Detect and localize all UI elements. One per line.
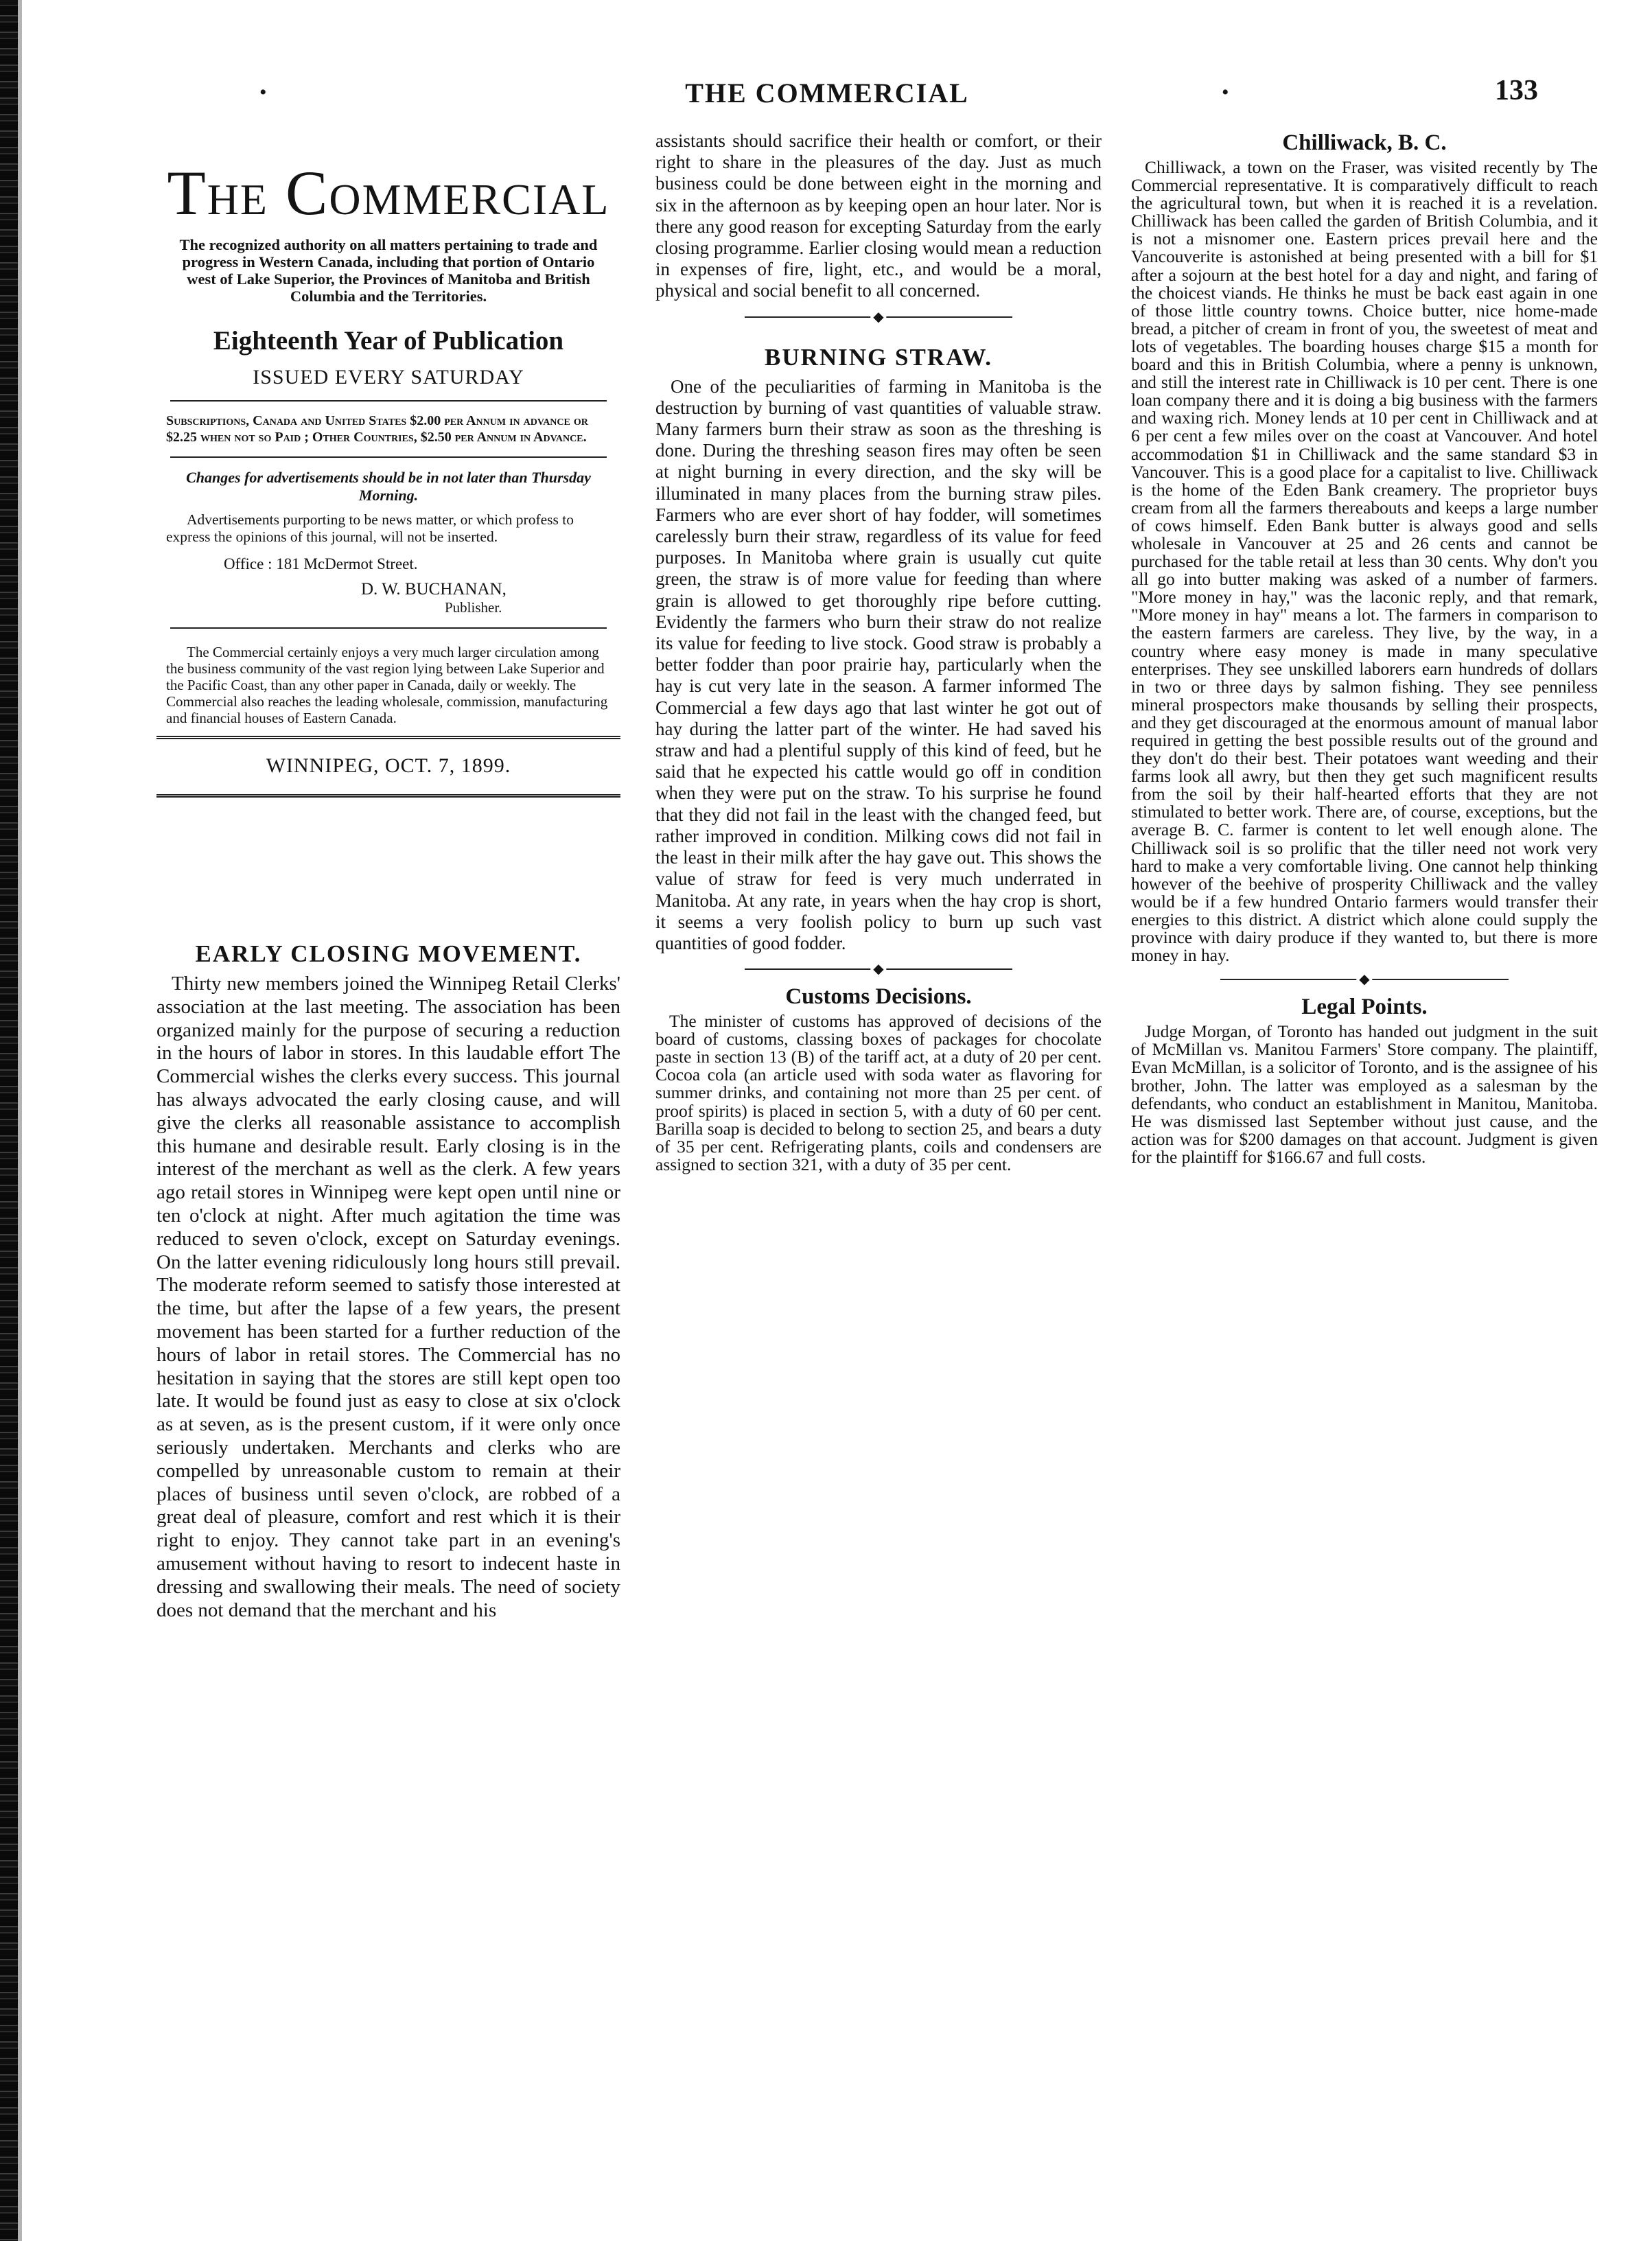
article-body: One of the peculiarities of farming in Manitoba is the destruction by burning of vast quantities of valuable straw. Many farmers burn their straw as soon as the threshing is done. During the threshing season fires may often be seen at night burning in every direction, and the sky will be illuminated in many places from the burning straw piles. Farmers who are ever short of hay fodder, will sometimes carelessly burn their straw, regardless of its value for feed purposes. In Manitoba where grain is usually cut quite green, the straw is of more value for feeding than where grain is allowed to get thoroughly ripe before cutting. Evidently the farmers who burn their straw do not realize its value for feeding to live stock. Good straw is probably a better fodder than poor prairie hay, particularly when the hay is cut very late in the season. A farmer informed The Commercial a few days ago that last winter he got out of hay during the latter part of the winter. He had saved his straw and had a plentiful supply of this kind of feed, but he said that he expected his cattle would go off in condition when they were put on the straw. To his surprise he found that they did not fail in the least with the changed feed, but rather improved in condition. Milking cows did not fail in the least in their milk after the hay gave out. This shows the value of straw for feed is very much underrated in Manitoba. At any rate, in years when the hay crop is short, it seems a very foolish policy to burn up such vast quantities of good fodder. [655,375,1102,953]
article-heading: BURNING STRAW. [764,343,993,371]
middle-column [655,130,1102,1174]
article-separator [1131,970,1598,989]
publisher-name: D. W. BUCHANAN, [361,580,507,599]
scan-binding-edge [0,0,18,2241]
masthead-tagline: The recognized authority on all matters pertaining to trade and progress in Western Canada, including that portion of Ontario west of Lake Superior, the Provinces of Manitoba and British Columbia and the Territories. [179,236,598,305]
divider-double [156,736,620,739]
right-column [1131,130,1598,1166]
advertisement-deadline: Changes for advertisements should be in not later than Thursday Morning. [186,469,591,504]
advertisement-policy: Advertisements purporting to be news matter, or which profess to express the opinions of this journal, will not be inserted. [166,511,574,545]
article-body: Thirty new members joined the Winnipeg Retail Clerks' association at the last meeting. The association has been organized mainly for the purpose of securing a reduction in the hours of labor in stores. In this laudable effort The Commercial wishes the clerks every success. This journal has always advocated the early closing cause, and will give the clerks all reasonable assistance to accomplish this humane and desirable result. Early closing is in the interest of the merchant as well as the clerk. A few years ago retail stores in Winnipeg were kept open until nine or ten o'clock at night. After much agitation the time was reduced to seven o'clock, except on Saturday evenings. On the latter evening ridiculously long hours still prevail. The moderate reform seemed to satisfy those interested at the time, but after the lapse of a few years, the present movement has been started for a further reduction of the hours of labor in retail stores. The Commercial has no hesitation in saying that the stores are still kept open too late. It would be found just as easy to close at six o'clock as at seven, as is the present custom, if it were only once seriously undertaken. Merchants and clerks who are compelled by unreasonable custom to remain at their places of business until seven o'clock, are robbed of a great deal of pleasure, comfort and rest which it is their right to enjoy. They cannot take part in an evening's amusement without having to resort to indecent haste in dressing and swallowing their meals. The need of society does not demand that the merchant and his [156,973,620,1621]
masthead-column [156,130,620,807]
subscription-rates: Subscriptions, Canada and United States $2.00 per Annum in advance or $2.25 when not so Paid ; Other Countries, $2.50 per Annum in Advance. [166,413,588,445]
circulation-notice: The Commercial certainly enjoys a very much larger circulation among the business community of the vast region lying between Lake Superior and the Pacific Coast, than any other paper in Canada, daily or weekly. The Commercial also reaches the leading wholesale, commission, manufacturing and financial houses of Eastern Canada. [166,644,608,726]
print-speck: • [1222,81,1229,104]
divider [170,627,607,629]
article-body: The minister of customs has approved of decisions of the board of customs, classing boxes of packages for chocolate paste in section 13 (B) of the tariff act, at a duty of 20 per cent. Cocoa cola (an article used with soda water as flavoring for summer drinks, and containing not more than 25 per cent. of proof spirits) is placed in section 5, with a duty of 60 per cent. Barilla soap is decided to belong to section 25, and bears a duty of 35 per cent. Refrigerating plants, coils and condensers are assigned to section 321, with a duty of 35 per cent. [655,1011,1102,1174]
page-number: 133 [1495,75,1538,106]
scan-binding-shadow [18,0,22,2241]
article-heading: Chilliwack, B. C. [1282,130,1447,155]
divider [170,456,607,458]
running-title: THE COMMERCIAL [685,78,969,108]
article-heading: Legal Points. [1301,995,1428,1020]
publisher-title: Publisher. [445,599,502,616]
article-body: Chilliwack, a town on the Fraser, was visited recently by The Commercial representative. It is comparatively difficult to reach the agricultural town, but when it is reached it is a revelation. Chilliwack has been called the garden of British Columbia, and it is not a misnomer one. Eastern prices prevail here and the Vancouverite is astonished at being presented with a bill for $1 after a sojourn at the best hotel for a day and night, and faring of the choicest viands. He thinks he must be back east again in one of those little country towns. Choice butter, nice home-made bread, a pitcher of cream in front of you, the sweetest of meat and lots of vegetables. The boarding houses charge $15 a month for board and this in British Columbia, where a penny is unknown, and still the interest rate in Chilliwack is 10 per cent. There is one loan company there and it is doing a big business with the farmers and waxing rich. Money lends at 10 per cent in Chilliwack and at 6 per cent a few miles over on the coast at Vancouver. And hotel accommodation $1 in Chilliwack and the same standard $3 in Vancouver. This is a good place for a capitalist to live. Chilliwack is the home of the Eden Bank creamery. The proprietor buys cream from all the farmers thereabouts and keeps a large number of cows himself. Eden Bank butter is always good and sells wholesale in Vancouver at 25 and 26 cents and cannot be purchased for the table retail at less than 30 cents. Why don't you all go into butter making was asked of a number of farmers. "More money in hay," was the laconic reply, and that remark, "More money in hay" means a lot. The farmers in comparison to the eastern farmers are careless. They live, by the way, in a country where easy money is made in many speculative enterprises. They see unskilled laborers earn hundreds of dollars in two or three days by salmon fishing. They see penniless mineral prospectors make thousands by selling their prospects, and they get discouraged at the enormous amount of manual labor required in getting the best possible results out of the ground and they don't do their best. Their potatoes want weeding and their farms look all awry, but then they get such magnificent results from the soil by their half-hearted efforts that they are not stimulated to better work. There are, of course, exceptions, but the average B. C. farmer is content to let well enough alone. The Chilliwack soil is so prolific that the tiller need not work very hard to make a very comfortable living. One cannot help thinking however of the beehive of prosperity Chilliwack and the valley would be if a few hundred Ontario farmers would transfer their energies to this district. A district which alone could supply the province with dairy produce if they wanted to, but there is more money in hay. [1131,157,1598,966]
article-separator [655,960,1102,979]
publication-year: Eighteenth Year of Publication [213,326,564,356]
article-early-closing [156,940,620,1622]
divider [170,400,607,402]
article-body-continued: assistants should sacrifice their health or comfort, or their right to share in the pleasures of the day. Just as much business could be done between eight in the morning and six in the afternoon as by keeping open an hour later. Nor is there any good reason for excepting Saturday from the early closing programme. Earlier closing would mean a reduction in expenses of fire, light, etc., and would be a moral, physical and social benefit to all concerned. [655,130,1102,301]
article-separator [655,307,1102,327]
office-address: Office : 181 McDermot Street. [224,555,418,572]
article-heading: EARLY CLOSING MOVEMENT. [195,940,582,967]
issued-schedule: ISSUED EVERY SATURDAY [253,366,524,388]
print-speck: • [259,81,267,104]
masthead-title: The Commercial [167,158,610,228]
article-body: Judge Morgan, of Toronto has handed out judgment in the suit of McMillan vs. Manitou Farmers' Store company. The plaintiff, Evan McMillan, is a solicitor of Toronto, and is the assignee of his brother, John. The latter was employed as a salesman by the defendants, who conduct an establishment in Manitou, Manitoba. He was dismissed last September without just cause, and the action was for $200 damages on that account. Judgment is given for the plaintiff for $166.67 and full costs. [1131,1021,1598,1167]
divider-double [156,794,620,798]
dateline: WINNIPEG, OCT. 7, 1899. [266,754,511,777]
article-heading: Customs Decisions. [785,984,972,1010]
